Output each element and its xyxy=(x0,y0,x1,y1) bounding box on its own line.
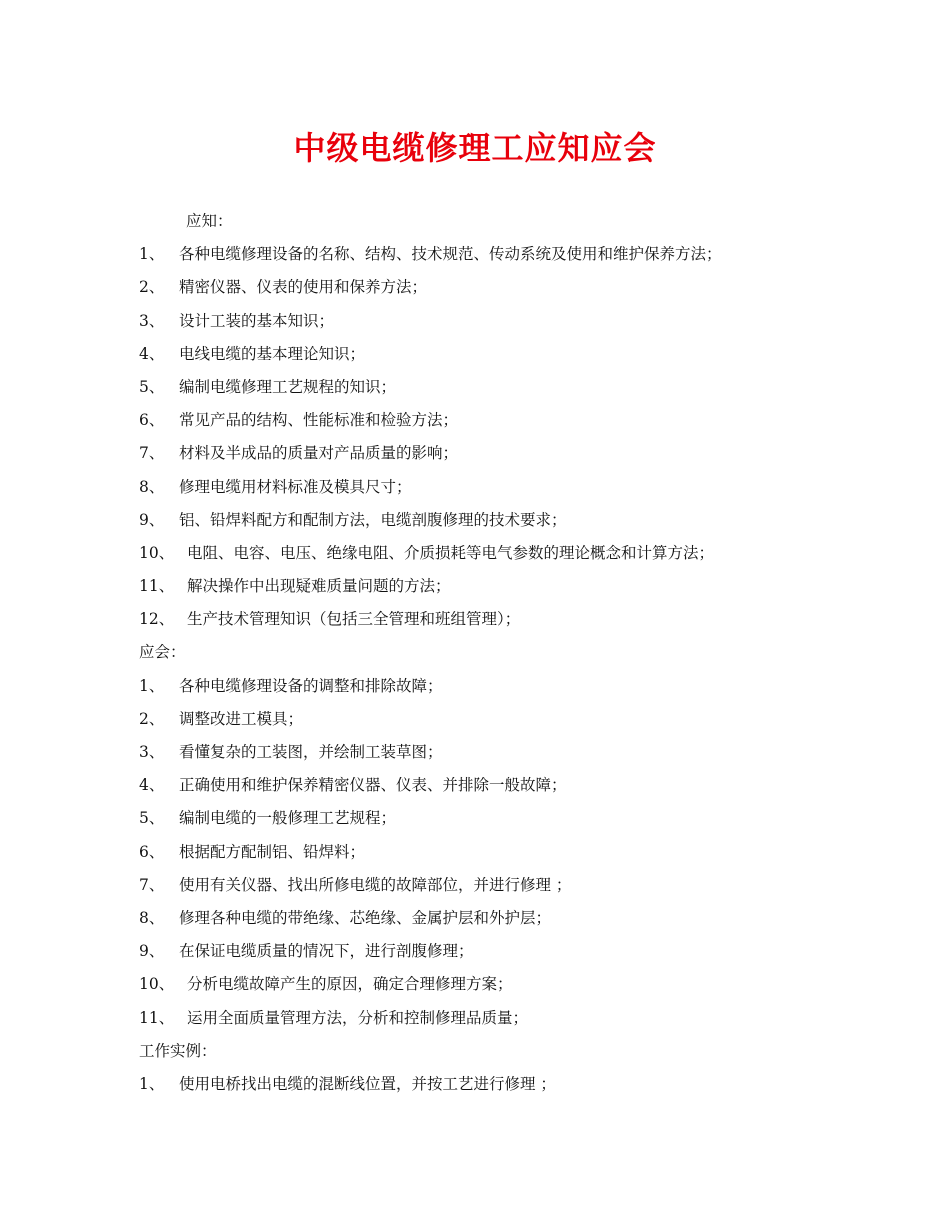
item-text: 使用有关仪器、找出所修电缆的故障部位，并进行修理 ； xyxy=(179,875,572,894)
item-number: 11、 xyxy=(139,577,175,596)
item-number: 3、 xyxy=(139,311,165,330)
item-text: 各种电缆修理设备的名称、结构、技术规范、传动系统及使用和维护保养方法； xyxy=(179,245,722,264)
item-text: 在保证电缆质量的情况下，进行剖腹修理； xyxy=(179,942,474,961)
item-text: 修理各种电缆的带绝缘、芯绝缘、金属护层和外护层； xyxy=(179,908,552,927)
item-number: 7、 xyxy=(139,875,165,894)
item-text: 解决操作中出现疑难质量问题的方法； xyxy=(187,577,451,596)
item-number: 9、 xyxy=(139,942,165,961)
know-item xyxy=(139,338,839,371)
item-number: 5、 xyxy=(139,809,165,828)
item-number: 2、 xyxy=(139,278,165,297)
know-item xyxy=(139,537,839,570)
can-item xyxy=(139,736,839,769)
can-item xyxy=(139,968,839,1001)
item-number: 7、 xyxy=(139,444,165,463)
item-text: 调整改进工模具； xyxy=(179,709,304,728)
know-item xyxy=(139,238,839,271)
can-item xyxy=(139,703,839,736)
can-list xyxy=(139,670,839,1035)
know-item xyxy=(139,504,839,537)
can-item xyxy=(139,869,839,902)
can-item xyxy=(139,802,839,835)
item-text: 看懂复杂的工装图，并绘制工装草图； xyxy=(179,743,443,761)
item-number: 4、 xyxy=(139,344,165,363)
can-item xyxy=(139,935,839,968)
document-body xyxy=(139,205,839,1101)
know-list xyxy=(139,238,839,636)
item-number: 8、 xyxy=(139,477,165,496)
know-item xyxy=(139,437,839,470)
know-item xyxy=(139,305,839,338)
item-number: 12、 xyxy=(139,610,175,629)
can-item xyxy=(139,1002,839,1035)
know-item xyxy=(139,471,839,504)
item-text: 根据配方配制铝、铅焊料； xyxy=(179,842,366,861)
know-item xyxy=(139,371,839,404)
item-text: 常见产品的结构、性能标准和检验方法； xyxy=(179,411,459,430)
item-number: 6、 xyxy=(139,842,165,861)
example-heading: 工作实例： xyxy=(139,1041,217,1060)
item-number: 8、 xyxy=(139,908,165,927)
item-text: 电阻、电容、电压、绝缘电阻、介质损耗等电气参数的理论概念和计算方法； xyxy=(187,543,715,562)
item-number: 3、 xyxy=(139,743,165,761)
document-title: 中级电缆修理工应知应会 xyxy=(293,129,657,167)
can-heading: 应会： xyxy=(139,643,186,662)
know-item xyxy=(139,603,839,636)
can-item xyxy=(139,836,839,869)
item-number: 1、 xyxy=(139,676,165,695)
item-text: 正确使用和维护保养精密仪器、仪表、并排除一般故障； xyxy=(179,776,567,795)
item-number: 10、 xyxy=(139,543,175,562)
example-list xyxy=(139,1068,839,1101)
item-text: 编制电缆修理工艺规程的知识； xyxy=(179,377,397,396)
item-text: 铝、铅焊料配方和配制方法，电缆剖腹修理的技术要求； xyxy=(179,510,567,529)
item-number: 6、 xyxy=(139,411,165,430)
item-text: 精密仪器、仪表的使用和保养方法； xyxy=(179,278,428,297)
item-text: 运用全面质量管理方法，分析和控制修理品质量； xyxy=(187,1008,529,1027)
item-text: 分析电缆故障产生的原因，确定合理修理方案； xyxy=(187,975,513,994)
item-text: 电线电缆的基本理论知识； xyxy=(179,344,366,363)
item-number: 9、 xyxy=(139,510,165,529)
item-number: 1、 xyxy=(139,245,165,264)
item-number: 10、 xyxy=(139,975,175,994)
item-number: 2、 xyxy=(139,709,165,728)
item-number: 11、 xyxy=(139,1008,175,1027)
item-text: 生产技术管理知识（包括三全管理和班组管理）； xyxy=(187,610,521,629)
item-text: 材料及半成品的质量对产品质量的影响； xyxy=(179,444,459,463)
item-text: 修理电缆用材料标准及模具尺寸； xyxy=(179,477,412,496)
example-item xyxy=(139,1068,839,1101)
can-item xyxy=(139,670,839,703)
item-number: 1、 xyxy=(139,1074,165,1093)
know-heading: 应知： xyxy=(186,212,233,230)
know-item xyxy=(139,271,839,304)
item-text: 设计工装的基本知识； xyxy=(179,311,335,330)
item-number: 5、 xyxy=(139,377,165,396)
can-item xyxy=(139,769,839,802)
item-text: 使用电桥找出电缆的混断线位置，并按工艺进行修理 ； xyxy=(179,1074,556,1093)
know-item xyxy=(139,404,839,437)
item-text: 各种电缆修理设备的调整和排除故障； xyxy=(179,676,443,695)
item-text: 编制电缆的一般修理工艺规程； xyxy=(179,809,397,828)
know-item xyxy=(139,570,839,603)
item-number: 4、 xyxy=(139,776,165,795)
can-item xyxy=(139,902,839,935)
